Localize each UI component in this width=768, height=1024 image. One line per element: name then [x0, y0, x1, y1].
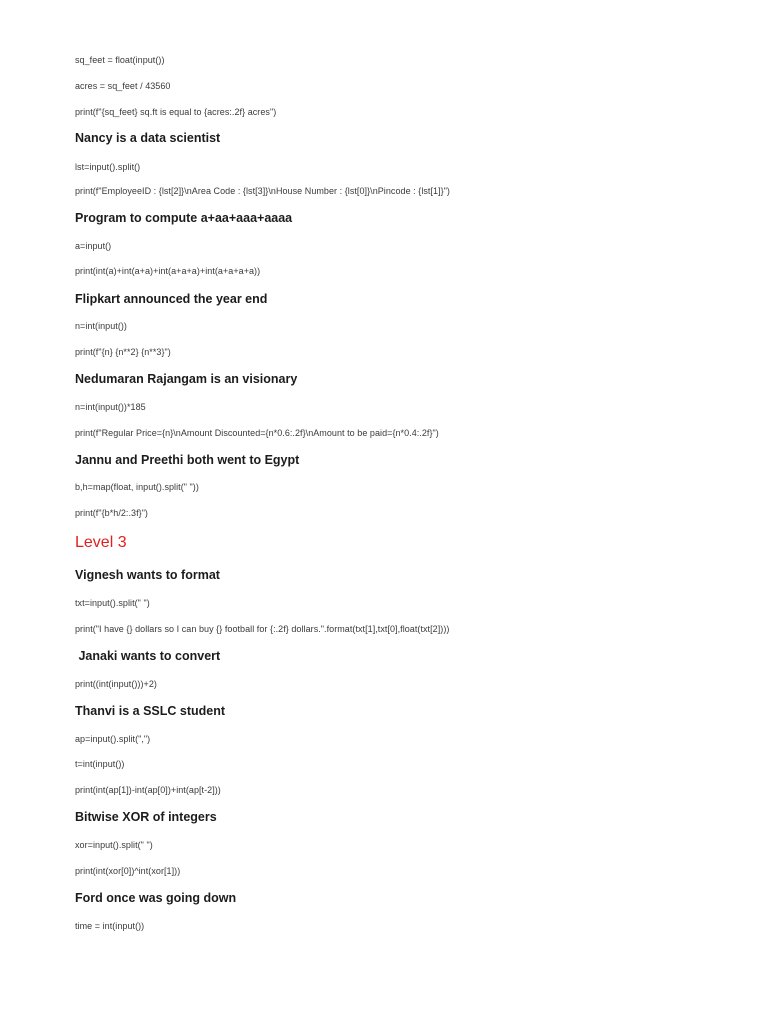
- code-line: b,h=map(float, input().split(" ")): [75, 482, 199, 492]
- section-heading: Flipkart announced the year end: [75, 292, 268, 306]
- code-line: ap=input().split(","): [75, 734, 151, 744]
- section-heading: Ford once was going down: [75, 891, 237, 905]
- section-heading: Nedumaran Rajangam is an visionary: [75, 372, 298, 386]
- section-heading: Thanvi is a SSLC student: [75, 704, 226, 718]
- section-heading: Jannu and Preethi both went to Egypt: [75, 453, 300, 467]
- section-heading: Program to compute a+aa+aaa+aaaa: [75, 211, 293, 225]
- level-heading: Level 3: [75, 534, 127, 551]
- code-line: t=int(input()): [75, 759, 125, 769]
- section-heading: Janaki wants to convert: [75, 649, 221, 663]
- section-heading: Bitwise XOR of integers: [75, 810, 217, 824]
- section-heading: Nancy is a data scientist: [75, 131, 221, 145]
- code-line: print("I have {} dollars so I can buy {} football for {:.2f} dollars.".format(txt[1],txt[0],float(txt[2]))): [75, 624, 450, 634]
- code-line: print(int(ap[1])-int(ap[0])+int(ap[t-2])): [75, 785, 221, 795]
- code-line: acres = sq_feet / 43560: [75, 81, 171, 91]
- code-line: sq_feet = float(input()): [75, 55, 165, 65]
- code-line: print(f"EmployeeID : {lst[2]}\nArea Code : {lst[3]}\nHouse Number : {lst[0]}\nPincode : {lst[1]}"): [75, 186, 450, 196]
- code-line: n=int(input())*185: [75, 402, 146, 412]
- code-line: print(f"{b*h/2:.3f}"): [75, 508, 148, 518]
- code-line: time = int(input()): [75, 921, 145, 931]
- code-line: txt=input().split(" "): [75, 598, 150, 608]
- section-heading: Vignesh wants to format: [75, 568, 220, 582]
- code-line: n=int(input()): [75, 321, 127, 331]
- code-line: print(f"{sq_feet} sq.ft is equal to {acres:.2f} acres"): [75, 107, 277, 117]
- code-line: print(int(a)+int(a+a)+int(a+a+a)+int(a+a+a+a)): [75, 266, 261, 276]
- code-line: print((int(input()))+2): [75, 679, 157, 689]
- code-line: print(f"Regular Price={n}\nAmount Discounted={n*0.6:.2f}\nAmount to be paid={n*0.4:.2f}"): [75, 428, 439, 438]
- code-line: a=input(): [75, 241, 112, 251]
- code-line: xor=input().split(" "): [75, 840, 153, 850]
- code-line: lst=input().split(): [75, 162, 141, 172]
- code-line: print(f"{n} {n**2} {n**3}"): [75, 347, 171, 357]
- code-line: print(int(xor[0])^int(xor[1])): [75, 866, 181, 876]
